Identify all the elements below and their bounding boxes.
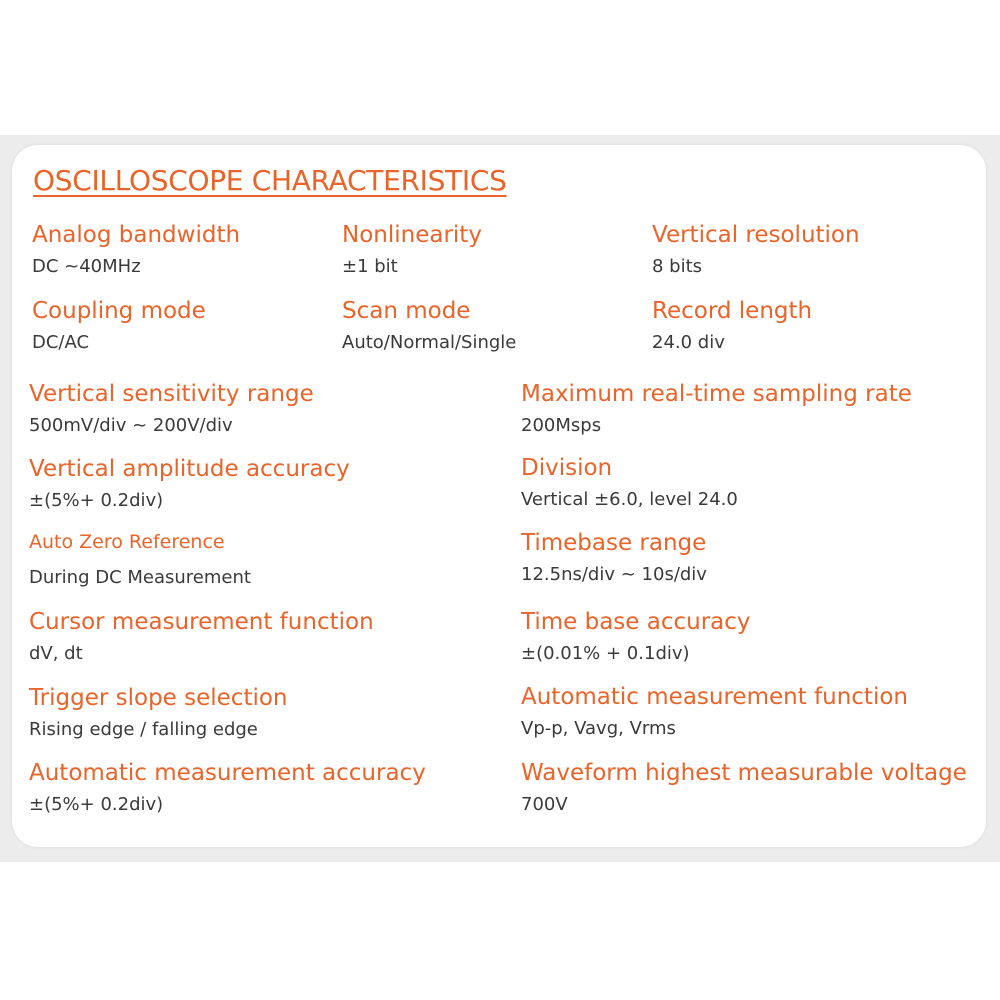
spec-timebase-range	[521, 528, 707, 587]
spec-label: Record length	[652, 298, 813, 324]
spec-value: 500mV/div ~ 200V/div	[29, 415, 233, 436]
spec-vertical-sensitivity-range	[29, 379, 314, 438]
spec-auto-zero-reference	[29, 527, 251, 590]
spec-record-length	[652, 296, 812, 355]
spec-cursor-measurement-function	[29, 607, 374, 666]
spec-nonlinearity	[342, 220, 482, 279]
spec-value: 12.5ns/div ~ 10s/div	[521, 564, 707, 585]
spec-division	[521, 453, 738, 512]
spec-highest-measurable-voltage	[521, 758, 967, 817]
spec-label: Auto Zero Reference	[29, 531, 225, 553]
spec-automatic-measurement-function	[521, 682, 908, 741]
spec-value: ±1 bit	[342, 256, 398, 277]
spec-value: During DC Measurement	[29, 567, 251, 588]
page-title: OSCILLOSCOPE CHARACTERISTICS	[33, 164, 507, 197]
spec-value: DC/AC	[32, 332, 90, 353]
spec-label: Waveform highest measurable voltage	[521, 760, 967, 786]
spec-label: Analog bandwidth	[32, 222, 241, 248]
spec-vertical-amplitude-accuracy	[29, 454, 350, 513]
spec-max-sampling-rate	[521, 379, 912, 438]
spec-value: ±(5%+ 0.2div)	[29, 794, 164, 815]
spec-value: Rising edge / falling edge	[29, 719, 258, 740]
spec-value: 200Msps	[521, 415, 602, 436]
spec-trigger-slope-selection	[29, 683, 288, 742]
spec-value: 8 bits	[652, 256, 703, 277]
spec-value: ±(0.01% + 0.1div)	[521, 643, 690, 664]
spec-label: Cursor measurement function	[29, 609, 374, 635]
spec-label: Vertical sensitivity range	[29, 381, 314, 407]
spec-value: Vp-p, Vavg, Vrms	[521, 718, 676, 739]
spec-value: 700V	[521, 794, 568, 815]
spec-automatic-measurement-accuracy	[29, 758, 426, 817]
spec-value: Auto/Normal/Single	[342, 332, 517, 353]
spec-label: Timebase range	[521, 530, 707, 556]
spec-scan-mode	[342, 296, 516, 355]
spec-label: Scan mode	[342, 298, 471, 324]
spec-label: Coupling mode	[32, 298, 206, 324]
spec-label: Vertical resolution	[652, 222, 860, 248]
spec-label: Automatic measurement function	[521, 684, 908, 710]
spec-vertical-resolution	[652, 220, 860, 279]
spec-value: Vertical ±6.0, level 24.0	[521, 489, 738, 510]
spec-label: Automatic measurement accuracy	[29, 760, 426, 786]
spec-label: Nonlinearity	[342, 222, 482, 248]
spec-coupling-mode	[32, 296, 206, 355]
spec-value: DC ~40MHz	[32, 256, 141, 277]
spec-label: Time base accuracy	[521, 609, 751, 635]
spec-analog-bandwidth	[32, 220, 240, 279]
spec-label: Vertical amplitude accuracy	[29, 456, 350, 482]
spec-value: ±(5%+ 0.2div)	[29, 490, 164, 511]
spec-value: 24.0 div	[652, 332, 725, 353]
spec-value: dV, dt	[29, 643, 83, 664]
spec-label: Division	[521, 455, 613, 481]
spec-label: Trigger slope selection	[29, 685, 288, 711]
spec-label: Maximum real-time sampling rate	[521, 381, 912, 407]
spec-time-base-accuracy	[521, 607, 751, 666]
